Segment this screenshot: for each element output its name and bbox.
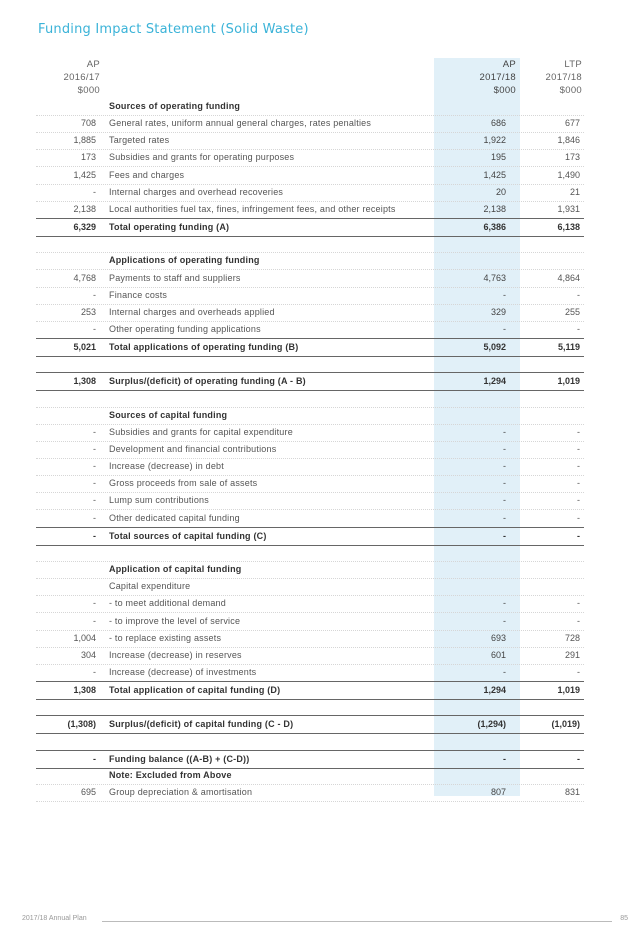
row-label: Total applications of operating funding (B) bbox=[109, 342, 299, 353]
value-ap-2017: - bbox=[503, 753, 506, 764]
row-label: Subsidies and grants for operating purposes bbox=[109, 152, 295, 163]
table-row bbox=[36, 784, 584, 802]
footer-rule bbox=[102, 921, 612, 922]
row-label: Local authorities fuel tax, fines, infringement fees, and other receipts bbox=[109, 203, 396, 214]
spacer-row bbox=[36, 390, 584, 408]
value-ltp-2017: 6,138 bbox=[557, 222, 580, 233]
value-ap-2017: - bbox=[503, 323, 506, 334]
spacer-row bbox=[36, 235, 584, 253]
value-ap-2016: 708 bbox=[80, 118, 96, 129]
value-ap-2016: - bbox=[93, 444, 96, 454]
row-label: Total application of capital funding (D) bbox=[109, 685, 281, 696]
value-ap-2016: 304 bbox=[80, 649, 96, 660]
value-ap-2016: - bbox=[93, 666, 96, 677]
table-row bbox=[36, 492, 584, 510]
section-heading bbox=[36, 98, 584, 116]
header-line: LTP bbox=[564, 59, 582, 70]
row-label: Internal charges and overhead recoveries bbox=[109, 186, 284, 197]
section-heading bbox=[36, 561, 584, 579]
value-ap-2017: 20 bbox=[495, 186, 506, 197]
table-row bbox=[36, 184, 584, 202]
table-row bbox=[36, 287, 584, 305]
value-ltp-2017: 1,846 bbox=[557, 135, 580, 146]
row-label: Surplus/(deficit) of capital funding (C - D) bbox=[109, 719, 294, 730]
value-ap-2017: 6,386 bbox=[483, 222, 506, 233]
total-row bbox=[36, 681, 584, 700]
spacer-row bbox=[36, 544, 584, 562]
value-ap-2017: - bbox=[503, 289, 506, 300]
total-row bbox=[36, 750, 584, 769]
table-row bbox=[36, 424, 584, 442]
spacer-row bbox=[36, 698, 584, 716]
value-ap-2016: - bbox=[93, 512, 96, 523]
value-ap-2017: - bbox=[503, 461, 506, 472]
value-ltp-2017: 1,490 bbox=[557, 169, 580, 180]
value-ap-2016: 1,308 bbox=[73, 685, 96, 696]
section-heading bbox=[36, 252, 584, 270]
row-label: Applications of operating funding bbox=[109, 255, 260, 266]
total-row bbox=[36, 218, 584, 237]
row-label: Development and financial contributions bbox=[109, 444, 277, 454]
value-ap-2017: - bbox=[503, 444, 506, 454]
table-row bbox=[36, 458, 584, 476]
table-row bbox=[36, 201, 584, 219]
value-ap-2017: - bbox=[503, 615, 506, 626]
value-ap-2017: 4,763 bbox=[483, 272, 506, 283]
value-ltp-2017: 831 bbox=[564, 787, 580, 797]
header-line: AP bbox=[86, 59, 100, 70]
table-row bbox=[36, 578, 584, 596]
value-ap-2016: - bbox=[93, 289, 96, 300]
value-ap-2017: 1,922 bbox=[483, 135, 506, 146]
table-row bbox=[36, 115, 584, 133]
spacer-row bbox=[36, 355, 584, 373]
value-ap-2017: - bbox=[503, 426, 506, 437]
value-ltp-2017: 173 bbox=[564, 152, 580, 163]
table-row bbox=[36, 441, 584, 459]
value-ap-2017: - bbox=[503, 666, 506, 677]
row-label: Sources of capital funding bbox=[109, 409, 228, 420]
row-label: Application of capital funding bbox=[109, 564, 242, 575]
value-ap-2016: 4,768 bbox=[73, 272, 96, 283]
value-ap-2016: 1,425 bbox=[73, 169, 96, 180]
value-ltp-2017: - bbox=[577, 323, 580, 334]
header-line: $000 bbox=[77, 85, 100, 96]
total-row bbox=[36, 372, 584, 391]
value-ap-2016: - bbox=[93, 186, 96, 197]
value-ltp-2017: 21 bbox=[569, 186, 580, 197]
value-ap-2017: - bbox=[503, 598, 506, 609]
row-label: Lump sum contributions bbox=[109, 495, 209, 506]
value-ltp-2017: - bbox=[577, 598, 580, 609]
value-ltp-2017: (1,019) bbox=[551, 719, 580, 730]
row-label: Note: Excluded from Above bbox=[109, 769, 232, 780]
value-ap-2016: - bbox=[93, 753, 96, 764]
value-ap-2016: (1,308) bbox=[67, 719, 96, 730]
table-row bbox=[36, 630, 584, 648]
row-label: - to improve the level of service bbox=[109, 615, 241, 626]
table-row bbox=[36, 149, 584, 167]
value-ap-2017: 601 bbox=[490, 649, 506, 660]
row-label: Targeted rates bbox=[109, 135, 170, 146]
table-row bbox=[36, 167, 584, 185]
value-ap-2016: 5,021 bbox=[73, 342, 96, 353]
value-ltp-2017: 291 bbox=[564, 649, 580, 660]
value-ap-2017: 693 bbox=[490, 632, 506, 643]
value-ap-2017: 2,138 bbox=[483, 203, 506, 214]
value-ap-2016: 253 bbox=[80, 306, 96, 317]
row-label: - to replace existing assets bbox=[109, 632, 222, 643]
page-number: 85 bbox=[620, 915, 628, 922]
table-row bbox=[36, 132, 584, 150]
total-row bbox=[36, 715, 584, 734]
value-ltp-2017: 4,864 bbox=[557, 272, 580, 283]
row-label: Total operating funding (A) bbox=[109, 222, 230, 233]
total-row bbox=[36, 338, 584, 357]
value-ltp-2017: - bbox=[577, 461, 580, 472]
value-ltp-2017: - bbox=[577, 478, 580, 489]
value-ltp-2017: 255 bbox=[564, 306, 580, 317]
row-label: Capital expenditure bbox=[109, 581, 191, 592]
value-ap-2017: - bbox=[503, 495, 506, 506]
row-label: Total sources of capital funding (C) bbox=[109, 530, 267, 541]
value-ltp-2017: - bbox=[577, 444, 580, 454]
value-ap-2016: - bbox=[93, 461, 96, 472]
table-row bbox=[36, 321, 584, 339]
value-ltp-2017: - bbox=[577, 530, 580, 541]
spacer-row bbox=[36, 733, 584, 751]
value-ap-2016: 1,004 bbox=[73, 632, 96, 643]
value-ap-2017: 1,294 bbox=[483, 376, 506, 387]
value-ltp-2017: - bbox=[577, 289, 580, 300]
row-label: - to meet additional demand bbox=[109, 598, 226, 609]
value-ap-2016: - bbox=[93, 530, 96, 541]
row-label: Surplus/(deficit) of operating funding (A - B) bbox=[109, 376, 306, 387]
value-ap-2016: 695 bbox=[80, 787, 96, 797]
header-line: $000 bbox=[493, 85, 516, 96]
table-row bbox=[36, 475, 584, 493]
value-ap-2017: - bbox=[503, 530, 506, 541]
value-ap-2016: - bbox=[93, 426, 96, 437]
value-ap-2017: (1,294) bbox=[477, 719, 506, 730]
value-ap-2017: - bbox=[503, 512, 506, 523]
value-ltp-2017: 1,019 bbox=[557, 376, 580, 387]
value-ap-2017: 807 bbox=[490, 787, 506, 797]
footer-plan-title: 2017/18 Annual Plan bbox=[22, 915, 87, 922]
value-ap-2017: 329 bbox=[490, 306, 506, 317]
value-ap-2017: - bbox=[503, 478, 506, 489]
row-label: Group depreciation & amortisation bbox=[109, 787, 253, 797]
value-ap-2016: 2,138 bbox=[73, 203, 96, 214]
value-ap-2017: 1,425 bbox=[483, 169, 506, 180]
row-label: Other operating funding applications bbox=[109, 323, 261, 334]
table-row bbox=[36, 647, 584, 665]
total-row bbox=[36, 527, 584, 546]
row-label: Finance costs bbox=[109, 289, 168, 300]
value-ltp-2017: 728 bbox=[564, 632, 580, 643]
header-line: 2016/17 bbox=[63, 72, 100, 83]
table-row bbox=[36, 304, 584, 322]
table-row bbox=[36, 270, 584, 288]
value-ltp-2017: 5,119 bbox=[557, 342, 580, 353]
table-row bbox=[36, 664, 584, 682]
row-label: Payments to staff and suppliers bbox=[109, 272, 241, 283]
value-ltp-2017: 1,931 bbox=[557, 203, 580, 214]
table-row bbox=[36, 510, 584, 528]
page-title: Funding Impact Statement (Solid Waste) bbox=[38, 22, 309, 37]
section-heading bbox=[36, 767, 584, 785]
row-label: Sources of operating funding bbox=[109, 101, 241, 111]
value-ltp-2017: 1,019 bbox=[557, 685, 580, 696]
value-ltp-2017: - bbox=[577, 666, 580, 677]
table-row bbox=[36, 613, 584, 631]
value-ltp-2017: - bbox=[577, 495, 580, 506]
row-label: Gross proceeds from sale of assets bbox=[109, 478, 258, 489]
value-ap-2016: 1,308 bbox=[73, 376, 96, 387]
header-line: 2017/18 bbox=[545, 72, 582, 83]
header-line: $000 bbox=[559, 85, 582, 96]
column-header-ltp-2017 bbox=[516, 58, 582, 97]
value-ap-2017: 686 bbox=[490, 118, 506, 129]
value-ap-2017: 1,294 bbox=[483, 685, 506, 696]
column-header bbox=[36, 58, 584, 98]
row-label: Other dedicated capital funding bbox=[109, 512, 240, 523]
value-ap-2016: - bbox=[93, 615, 96, 626]
row-label: Increase (decrease) in reserves bbox=[109, 649, 242, 660]
value-ap-2016: 173 bbox=[80, 152, 96, 163]
value-ltp-2017: - bbox=[577, 426, 580, 437]
value-ap-2016: 1,885 bbox=[73, 135, 96, 146]
value-ap-2017: 195 bbox=[490, 152, 506, 163]
value-ap-2016: - bbox=[93, 478, 96, 489]
value-ap-2016: - bbox=[93, 495, 96, 506]
column-header-ap-2016 bbox=[36, 58, 100, 97]
column-header-ap-2017 bbox=[436, 58, 516, 97]
page-footer bbox=[22, 915, 628, 927]
header-line: AP bbox=[502, 59, 516, 70]
value-ltp-2017: - bbox=[577, 512, 580, 523]
value-ltp-2017: - bbox=[577, 753, 580, 764]
row-label: General rates, uniform annual general charges, rates penalties bbox=[109, 118, 372, 129]
row-label: Internal charges and overheads applied bbox=[109, 306, 275, 317]
value-ap-2016: - bbox=[93, 323, 96, 334]
row-label: Increase (decrease) of investments bbox=[109, 666, 257, 677]
section-heading bbox=[36, 407, 584, 425]
header-line: 2017/18 bbox=[479, 72, 516, 83]
value-ap-2017: 5,092 bbox=[483, 342, 506, 353]
row-label: Fees and charges bbox=[109, 169, 185, 180]
table-row bbox=[36, 595, 584, 613]
value-ltp-2017: - bbox=[577, 615, 580, 626]
value-ap-2016: 6,329 bbox=[73, 222, 96, 233]
row-label: Funding balance ((A-B) + (C-D)) bbox=[109, 753, 250, 764]
row-label: Increase (decrease) in debt bbox=[109, 461, 224, 472]
value-ap-2016: - bbox=[93, 598, 96, 609]
row-label: Subsidies and grants for capital expenditure bbox=[109, 426, 293, 437]
value-ltp-2017: 677 bbox=[564, 118, 580, 129]
